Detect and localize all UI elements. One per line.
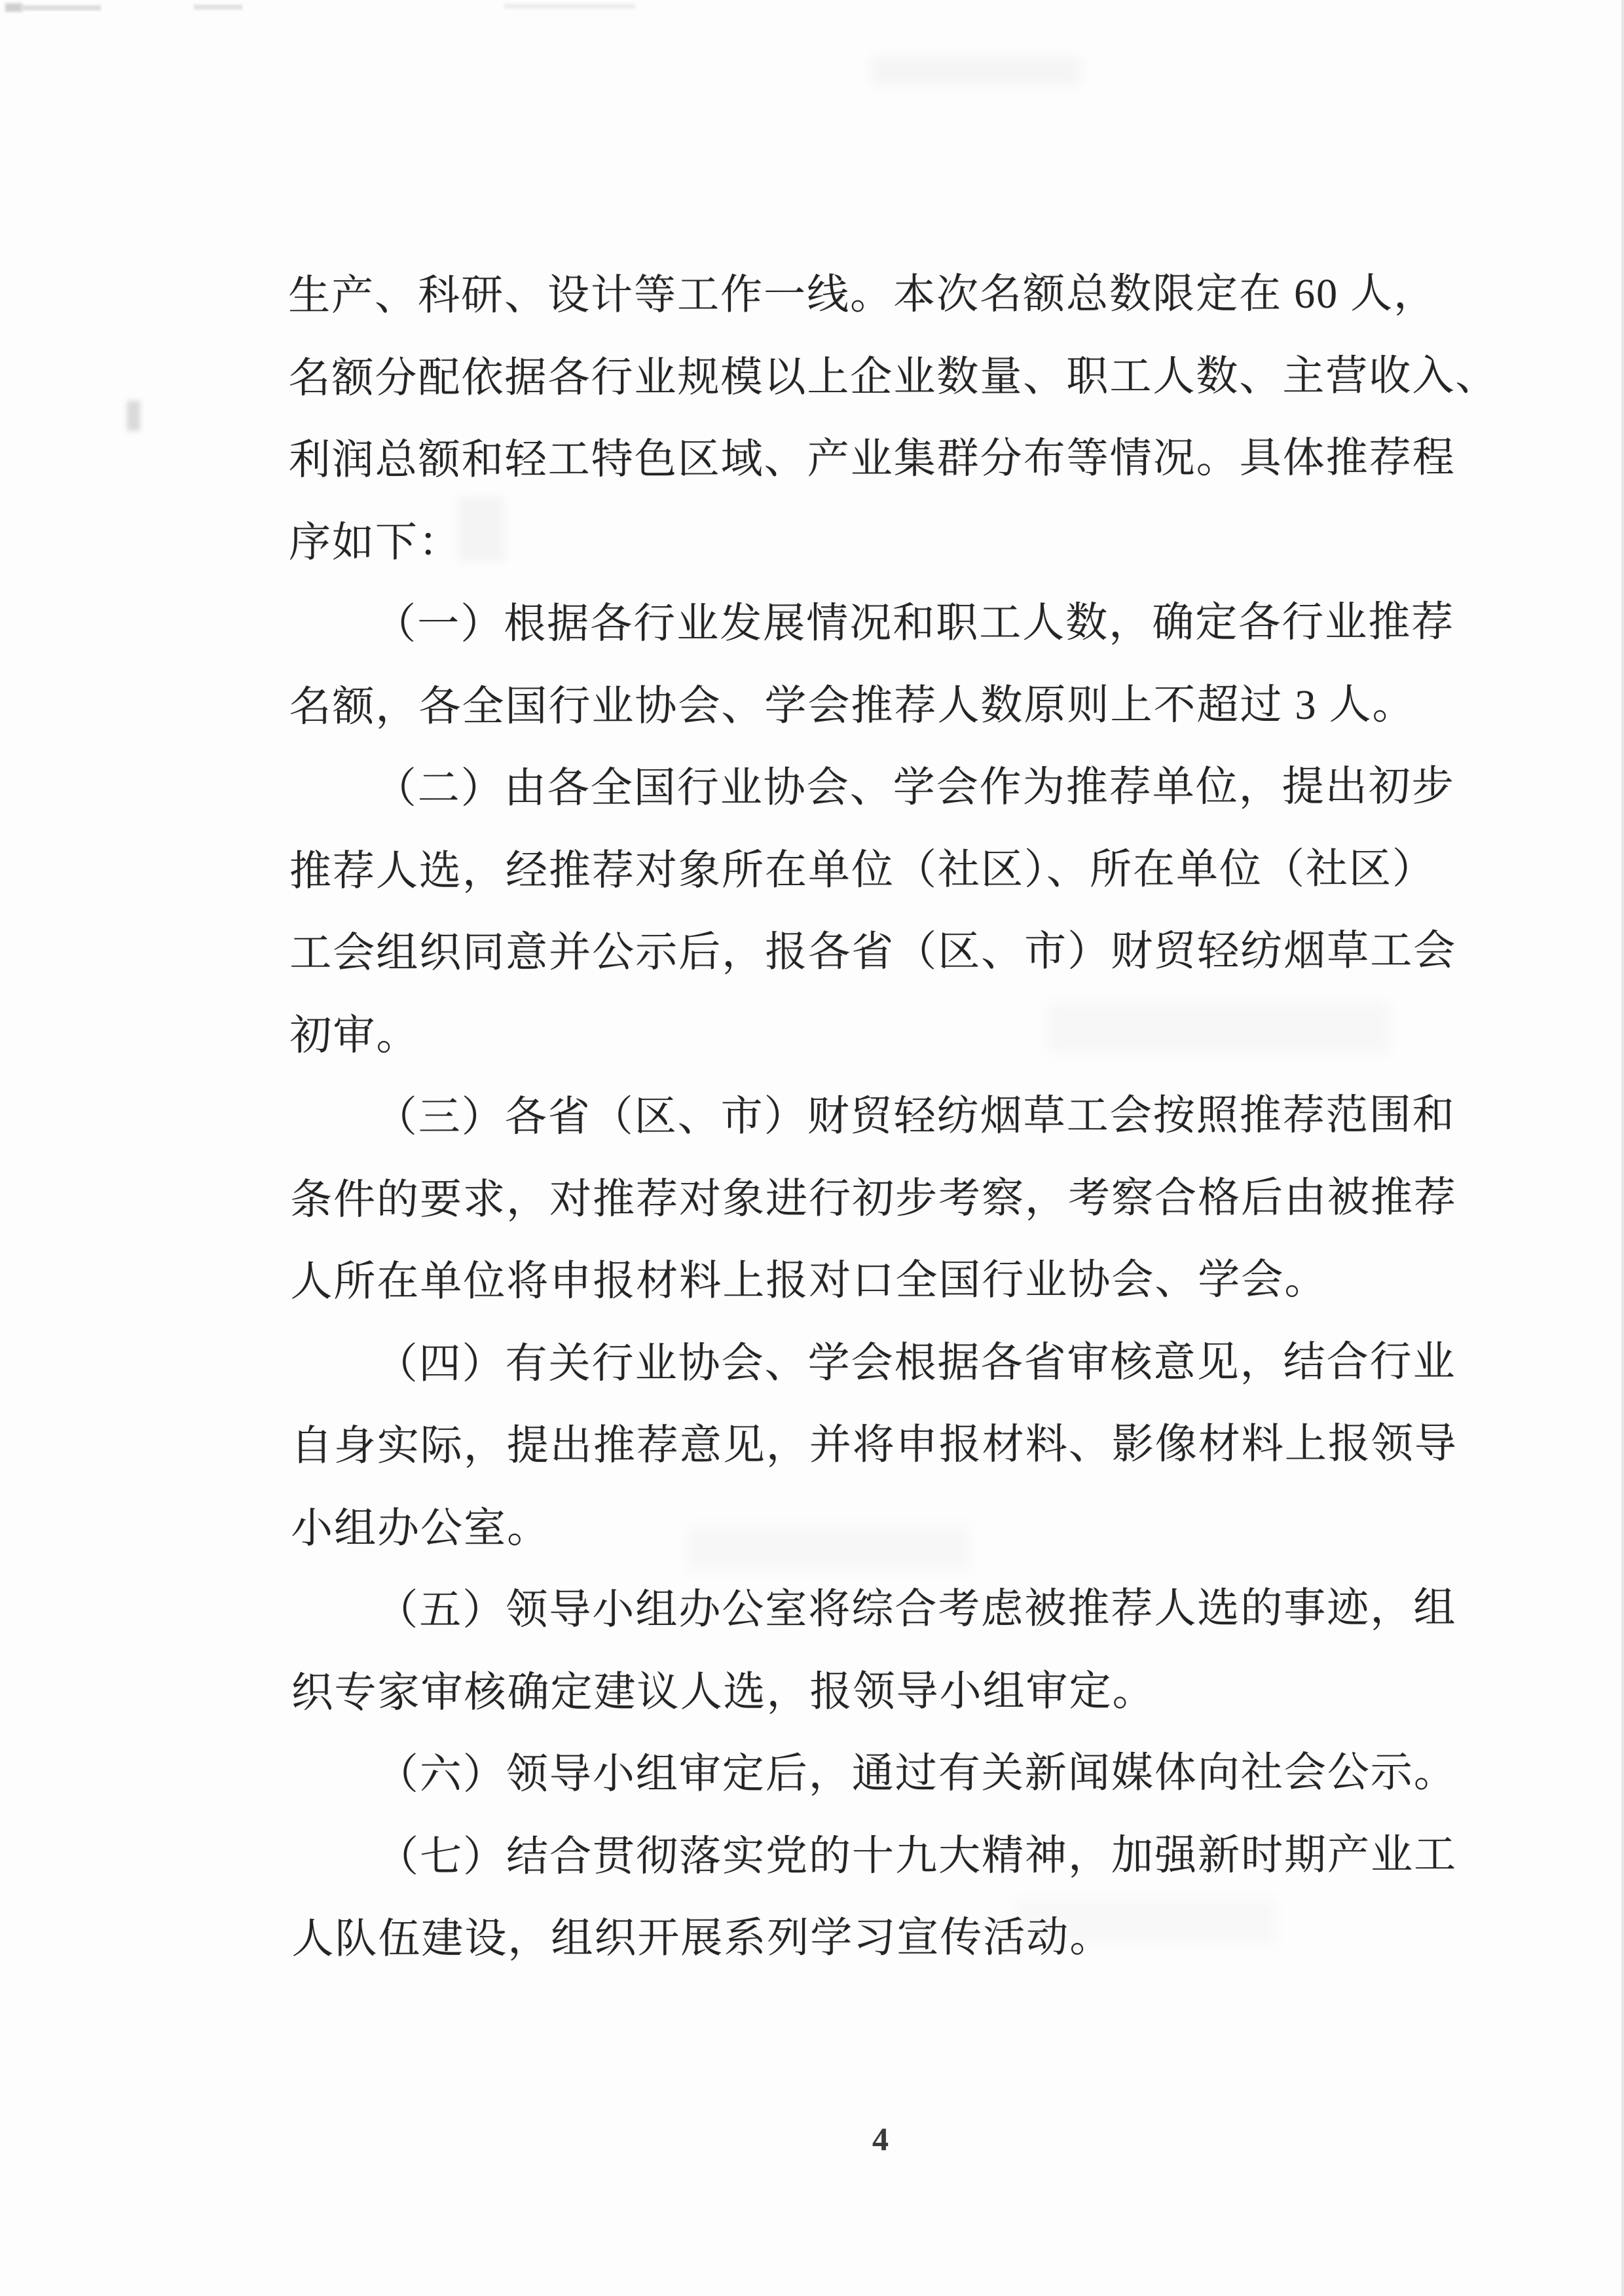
document-body-text: [288, 252, 1499, 1980]
text-line: 利润总额和轻工特色区域、产业集群分布等情况。具体推荐程: [288, 434, 1456, 483]
text-line: 生产、科研、设计等工作一线。本次名额总数限定在 60 人，: [288, 270, 1437, 319]
scan-smudge: [127, 401, 140, 431]
text-line: （一）根据各行业发展情况和职工人数，确定各行业推荐: [374, 598, 1455, 647]
text-line: 自身实际，提出推荐意见，并将申报材料、影像材料上报领导: [290, 1420, 1458, 1469]
text-line: （二）由各全国行业协会、学会作为推荐单位，提出初步: [374, 763, 1455, 812]
text-line: （三）各省（区、市）财贸轻纺烟草工会按照推荐范围和: [375, 1091, 1456, 1140]
scan-edge-line: [1621, 0, 1624, 2296]
text-line: 名额分配依据各行业规模以上企业数量、职工人数、主营收入、: [288, 352, 1499, 401]
scan-artifact-top-bar: [194, 5, 242, 10]
text-line: （七）结合贯彻落实党的十九大精神，加强新时期产业工: [377, 1831, 1458, 1880]
page-number: 4: [872, 2121, 889, 2157]
text-line: 序如下：: [288, 518, 462, 566]
scan-artifact-top-bar: [504, 4, 635, 9]
text-line: （六）领导小组审定后，通过有关新闻媒体向社会公示。: [376, 1749, 1457, 1798]
text-line: 小组办公室。: [290, 1504, 551, 1552]
text-line: 初审。: [289, 1011, 420, 1059]
text-line: 名额，各全国行业协会、学会推荐人数原则上不超过 3 人。: [289, 680, 1416, 730]
text-line: 工会组织同意并公示后，报各省（区、市）财贸轻纺烟草工会: [289, 927, 1457, 976]
text-line: （五）领导小组办公室将综合考虑被推荐人选的事迹，组: [376, 1584, 1457, 1633]
ink-bleedthrough: [871, 56, 1080, 86]
scan-artifact-top-left: [5, 3, 22, 12]
text-line: （四）有关行业协会、学会根据各省审核意见，结合行业: [375, 1338, 1456, 1387]
text-line: 人所在单位将申报材料上报对口全国行业协会、学会。: [290, 1256, 1328, 1305]
scan-artifact-top-bar: [21, 5, 101, 10]
text-line: 条件的要求，对推荐对象进行初步考察，考察合格后由被推荐: [289, 1173, 1458, 1223]
text-line: 推荐人选，经推荐对象所在单位（社区）、所在单位（社区）: [289, 845, 1436, 894]
text-line: 织专家审核确定建议人选，报领导小组审定。: [291, 1667, 1156, 1716]
text-line: 人队伍建设，组织开展系列学习宣传活动。: [291, 1914, 1113, 1962]
